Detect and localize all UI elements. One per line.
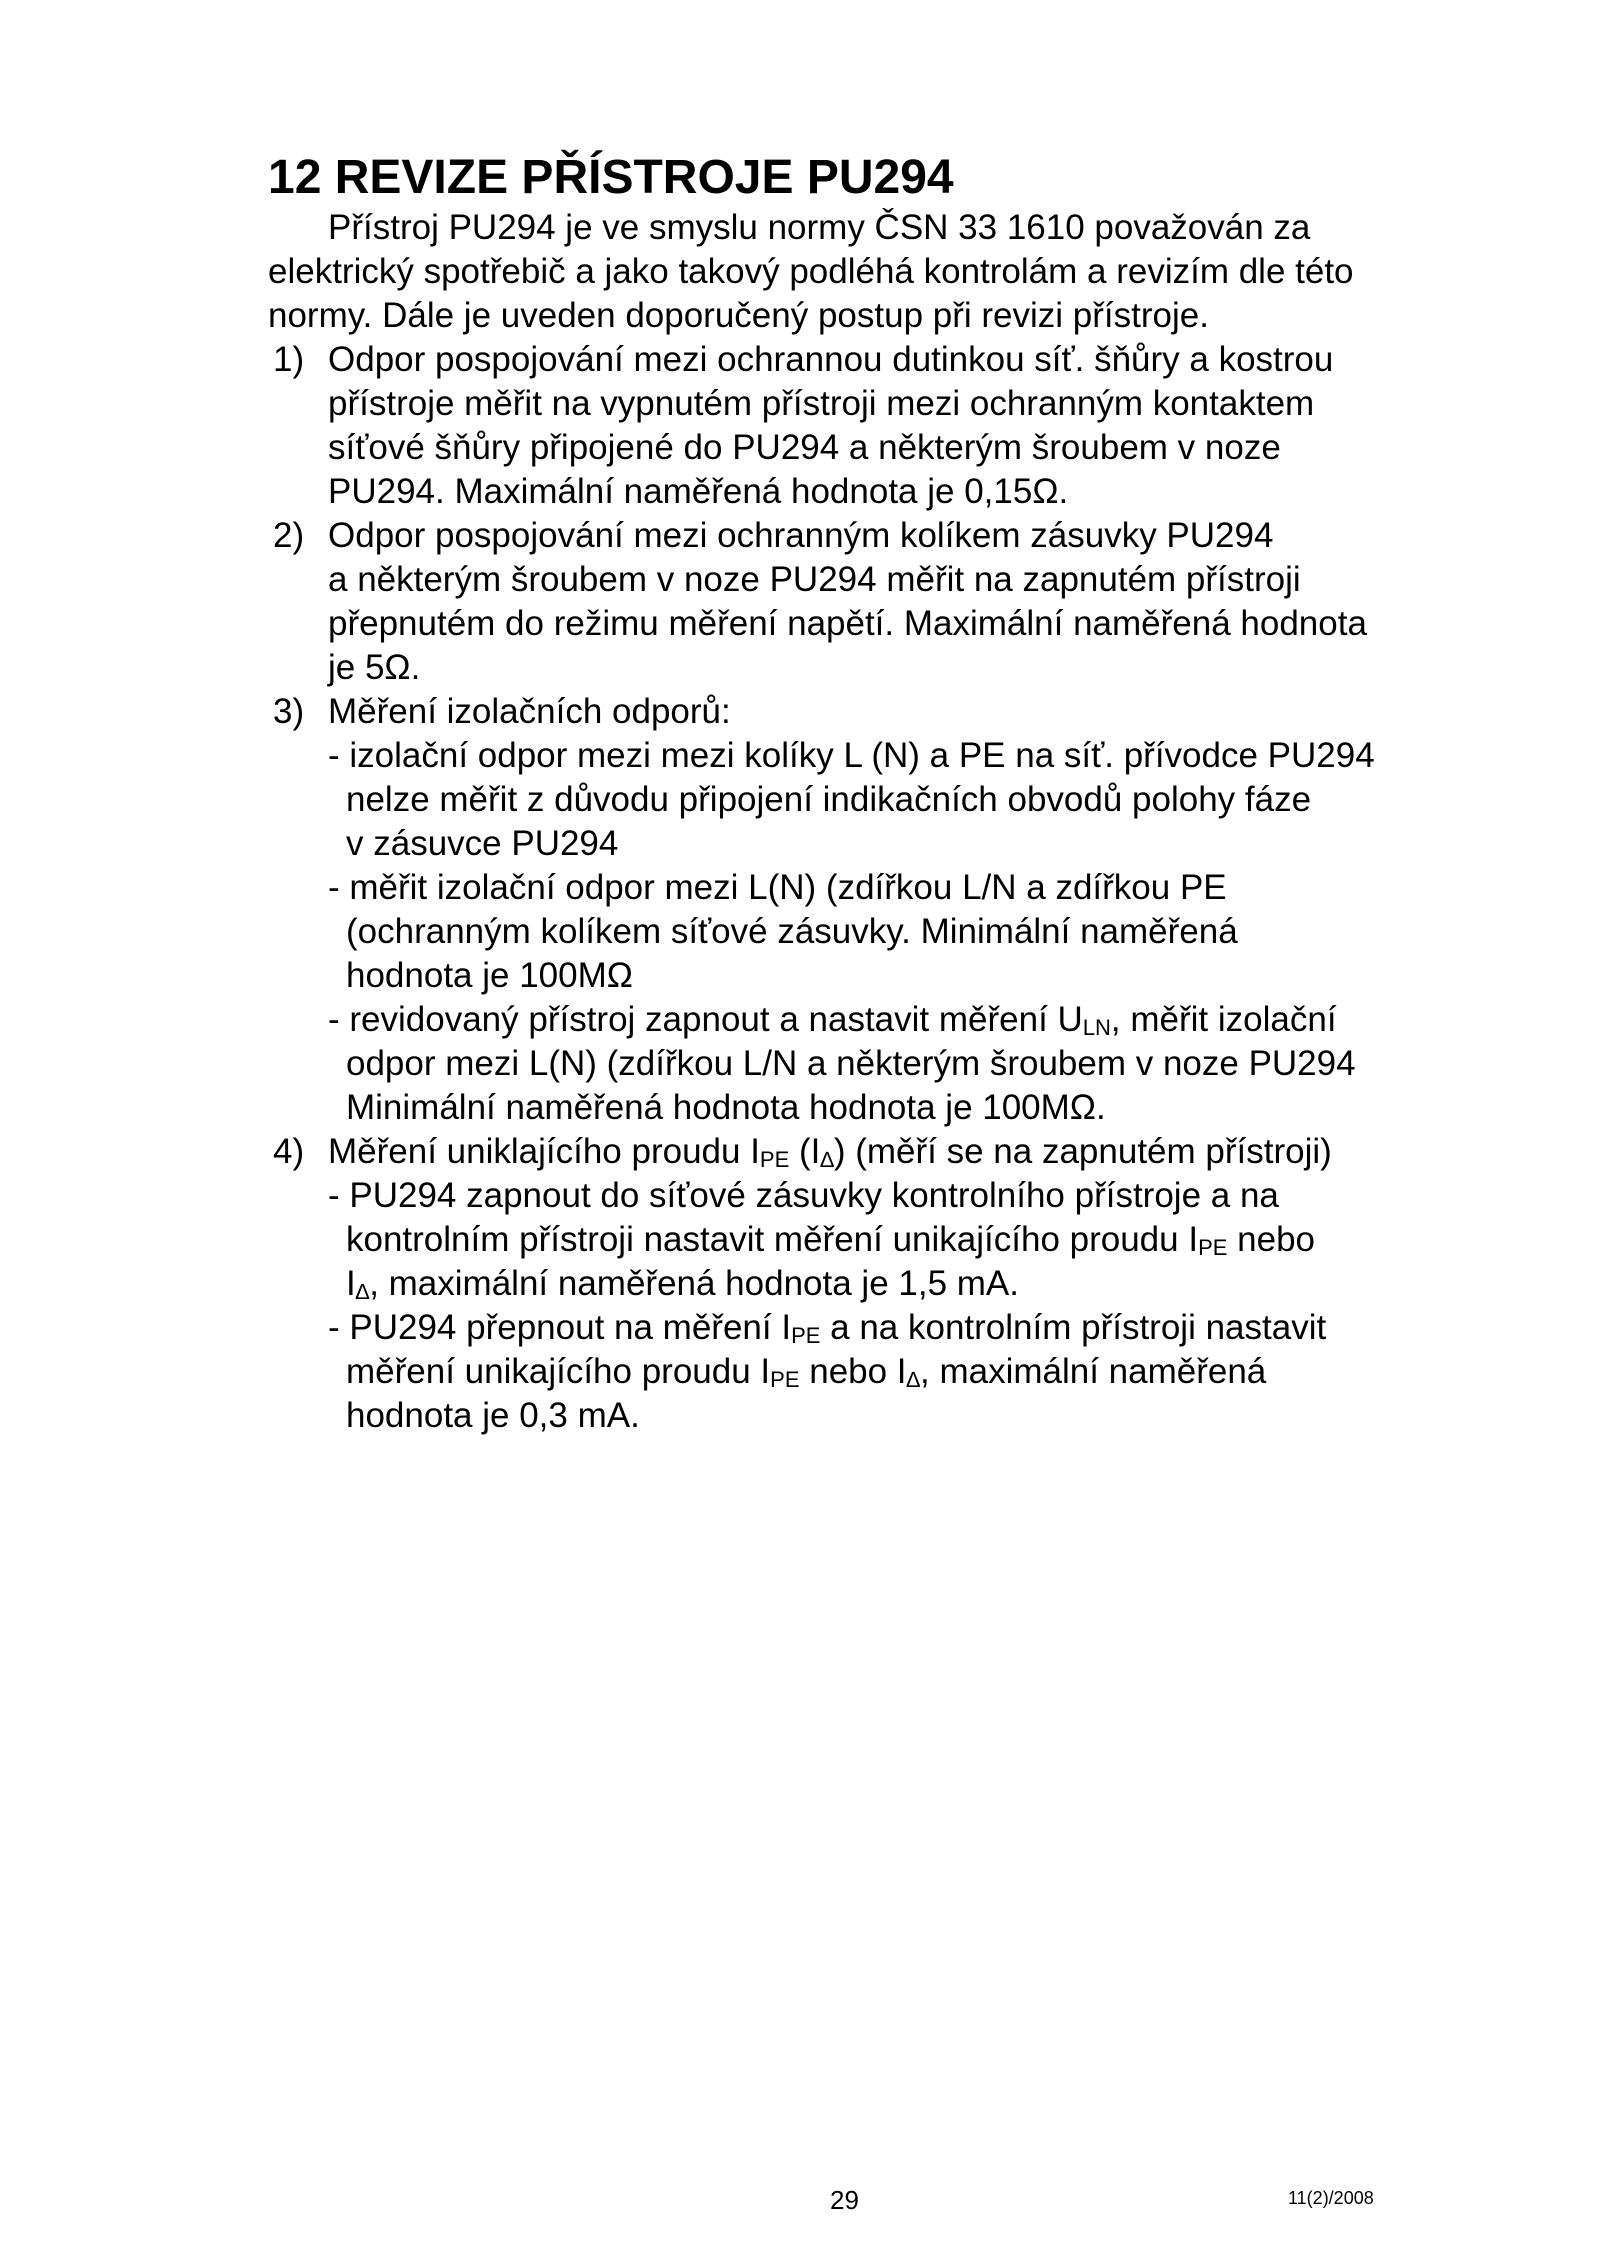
item-number: 1) [273,340,305,379]
text-run: měření unikajícího proudu I [346,1352,771,1391]
item-line: síťové šňůry připojené do PU294 a některým šroubem v noze [328,428,1281,467]
sub-item-line [268,1262,1468,1306]
page-number: 29 [830,2185,859,2215]
list-item-2 [268,514,1468,690]
subscript: PE [759,1147,790,1172]
sub-item-line: hodnota je 0,3 mA. [346,1396,640,1435]
subscript: PE [791,1323,821,1348]
text-run: I [346,1264,356,1303]
subscript: PE [770,1367,800,1392]
subscript: ∆ [355,1279,370,1304]
sub-item-line: Minimální naměřená hodnota hodnota je 100MΩ. [346,1088,1106,1127]
sub-item-line [268,1218,1468,1262]
revision-date: 11(2)/2008 [1288,2188,1374,2208]
sub-item-line: - měřit izolační odpor mezi L(N) (zdířkou L/N a zdířkou PE [328,868,1227,907]
subscript: ∆ [820,1147,834,1172]
text-run: (I [789,1132,821,1171]
item-line: Odpor pospojování mezi ochranným kolíkem zásuvky PU294 [328,516,1274,555]
content-area [268,152,1468,1438]
text-run: kontrolním přístroji nastavit měření unikajícího proudu I [346,1220,1199,1259]
text-run: , maximální naměřená hodnota je 1,5 mA. [369,1264,1019,1303]
text-run: ) (měří se na zapnutém přístroji) [833,1132,1332,1171]
text-run: a na kontrolním přístroji nastavit [820,1308,1327,1347]
item-line: přepnutém do režimu měření napětí. Maximální naměřená hodnota [328,604,1367,643]
sub-item-line: nelze měřit z důvodu připojení indikačních obvodů polohy fáze [346,780,1312,819]
page-title: 12 REVIZE PŘÍSTROJE PU294 [268,151,954,204]
text-run: , maximální naměřená [920,1352,1267,1391]
sub-item-line: odpor mezi L(N) (zdířkou L/N a některým šroubem v noze PU294 [346,1044,1356,1083]
item-line: Odpor pospojování mezi ochrannou dutinkou síť. šňůry a kostrou [328,340,1334,379]
text-run: - revidovaný přístroj zapnout a nastavit měření U [328,1000,1083,1039]
intro-paragraph [268,206,1468,338]
sub-item-line: (ochranným kolíkem síťové zásuvky. Minimální naměřená [346,912,1238,951]
sub-item-line [268,1350,1468,1394]
sub-item-line: v zásuvce PU294 [346,824,619,863]
subscript: PE [1198,1235,1228,1260]
item-number: 3) [273,692,305,731]
subscript: ∆ [906,1367,921,1392]
text-run: Měření uniklajícího proudu I [328,1132,760,1171]
sub-item-line: - PU294 zapnout do síťové zásuvky kontrolního přístroje a na [328,1176,1279,1215]
sub-item-line: hodnota je 100MΩ [346,956,633,995]
sub-item-line: - izolační odpor mezi mezi kolíky L (N) a PE na síť. přívodce PU294 [328,736,1375,775]
text-run: nebo [1227,1220,1316,1259]
subscript: LN [1082,1015,1111,1040]
list-item-1 [268,338,1468,514]
item-line: PU294. Maximální naměřená hodnota je 0,15Ω. [328,472,1069,511]
item-heading: Měření izolačních odporů: [328,692,731,731]
item-number: 2) [273,516,305,555]
list-item-4 [268,1130,1468,1438]
intro-line: normy. Dále je uveden doporučený postup při revizi přístroje. [268,296,1209,335]
intro-line: elektrický spotřebič a jako takový podléhá kontrolám a revizím dle této [268,252,1354,291]
item-line: přístroje měřit na vypnutém přístroji mezi ochranným kontaktem [328,384,1315,423]
text-run: - PU294 přepnout na měření I [328,1308,792,1347]
item-line: je 5Ω. [328,648,421,687]
intro-line: Přístroj PU294 je ve smyslu normy ČSN 33 1610 považován za [328,208,1311,247]
text-run: , měřit izolační [1110,1000,1337,1039]
list-item-3 [268,690,1468,1130]
sub-item-line [268,998,1468,1042]
item-heading [268,1130,1468,1174]
sub-item-line [268,1306,1468,1350]
item-line: a některým šroubem v noze PU294 měřit na zapnutém přístroji [328,560,1301,599]
text-run: nebo I [799,1352,907,1391]
item-number: 4) [273,1132,305,1171]
